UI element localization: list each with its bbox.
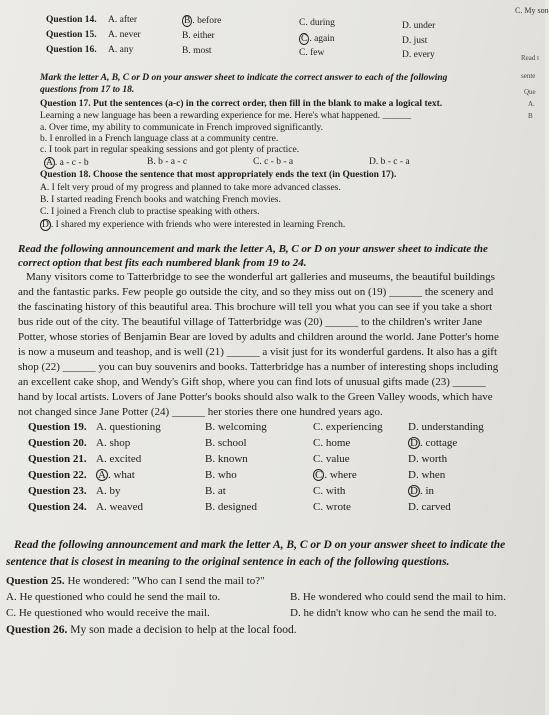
q18-option-a: A. I felt very proud of my progress and planned to take more advanced classes.: [40, 183, 341, 193]
q25-option-a: A. He questioned who could he send the mail to.: [6, 591, 221, 603]
q23-option-c: C. with: [313, 485, 346, 497]
q16-option-d: D. every: [402, 50, 435, 60]
q20-option-c: C. home: [313, 437, 351, 449]
q26-prompt: Question 26. My son made a decision to help at the local food.: [6, 624, 297, 636]
q21-number: Question 21.: [28, 453, 87, 465]
q14-number: Question 14.: [46, 15, 97, 25]
q23-option-b: B. at: [205, 485, 226, 497]
q21-option-a: A. excited: [96, 453, 142, 465]
q23-option-d-text: . in: [419, 485, 435, 497]
q17-prompt: Question 17. Put the sentences (a-c) in the correct order, then fill in the blank to make a logical text.: [40, 99, 443, 109]
q18-option-b: B. I started reading French books and watching French movies.: [40, 195, 281, 205]
q22-option-c: [313, 469, 357, 482]
q25-option-d: D. he didn't know who can he send the mail to.: [290, 607, 497, 619]
answer-circle: C: [315, 469, 323, 481]
q15-option-c-text: . again: [309, 34, 335, 44]
q19-option-c: C. experiencing: [313, 421, 383, 433]
answer-circle: D: [410, 485, 418, 497]
passage-line: shop (22) ______ you can buy souvenirs and books. Tatterbridge has a number of interesting shops including: [18, 361, 499, 373]
q15-option-c: [299, 33, 335, 45]
q14-option-c: C. during: [299, 18, 335, 28]
q24-option-c: C. wrote: [313, 501, 351, 513]
q17-sentence-b: b. I enrolled in a French language class at a community centre.: [40, 134, 279, 144]
passage-line: an excellent cake shop, and Wendy's Gift shop, where you can find lots of unusual gifts made (23) ______: [18, 376, 486, 388]
q24-number: Question 24.: [28, 501, 87, 513]
q22-option-c-text: . where: [324, 469, 357, 481]
passage-line: the fascinating history of this beautiful area. This brochure will tell you what you can see if you take a short: [18, 301, 493, 313]
q18-option-c: C. I joined a French club to practise speaking with others.: [40, 207, 260, 217]
q22-option-a: [96, 469, 135, 482]
q20-option-b: B. school: [205, 437, 247, 449]
q16-number: Question 16.: [46, 45, 97, 55]
q15-option-b: B. either: [182, 31, 215, 41]
q15-option-d: D. just: [402, 36, 428, 46]
q19-number: Question 19.: [28, 421, 87, 433]
section1-instruction-2: questions from 17 to 18.: [40, 85, 135, 95]
answer-circle: D: [410, 437, 418, 449]
q24-option-d: D. carved: [408, 501, 451, 513]
q16-option-b: B. most: [182, 46, 212, 56]
passage-line: and the fantastic parks. Few people go outside the city, and so they miss out on (19) ______ the scenery and: [18, 286, 494, 298]
q19-option-b: B. welcoming: [205, 421, 267, 433]
q18-option-d: [40, 219, 345, 231]
q20-number: Question 20.: [28, 437, 87, 449]
q23-number: Question 23.: [28, 485, 87, 497]
q22-number: Question 22.: [28, 469, 87, 481]
q22-option-a-text: . what: [107, 469, 135, 481]
q25-option-c: C. He questioned who would receive the mail.: [6, 607, 210, 619]
passage-line: Potter, whose stories of Benjamin Bear are loved by adults and children around the world. Jane Potter's home: [18, 331, 499, 343]
passage-line: bus ride out of the city. The beautiful village of Tatterbridge was (20) ______ to the children's writer Jane: [18, 316, 483, 328]
passage-line: hand by local artists. Lovers of Jane Potter's books should also walk to the Green Valley woods, which have: [18, 391, 493, 403]
q17-option-a: [44, 157, 89, 169]
section3-instruction-2: sentence that is closest in meaning to the original sentence in each of the following questions.: [6, 556, 450, 568]
q23-option-a: A. by: [96, 485, 121, 497]
margin-fragment: sente: [521, 72, 536, 80]
q16-option-c: C. few: [299, 48, 325, 58]
q25-option-b: B. He wondered who could send the mail to him.: [290, 591, 506, 603]
section2-instruction-2: correct option that best fits each numbered blank from 19 to 24.: [18, 257, 307, 269]
section2-instruction-1: Read the following announcement and mark the letter A, B, C or D on your answer sheet to indicate the: [18, 243, 488, 255]
q14-option-d: D. under: [402, 21, 436, 31]
margin-fragment: A.: [528, 100, 535, 108]
q20-option-a: A. shop: [96, 437, 131, 449]
passage-line: Many visitors come to Tatterbridge to see the wonderful art galleries and museums, the beautiful buildings: [26, 271, 495, 283]
margin-fragment: C. My son: [515, 6, 549, 15]
section3-instruction-1: Read the following announcement and mark the letter A, B, C or D on your answer sheet to indicate the: [14, 539, 506, 551]
q23-option-d: [408, 485, 434, 498]
q14-option-a: A. after: [108, 15, 138, 25]
margin-fragment: Que: [524, 88, 536, 96]
q17-sentence-a: a. Over time, my ability to communicate in French improved significantly.: [40, 123, 323, 133]
answer-circle: D: [42, 220, 49, 230]
q21-option-d: D. worth: [408, 453, 448, 465]
q20-option-d: [408, 437, 457, 450]
q21-option-b: B. known: [205, 453, 248, 465]
q14-option-b-text: . before: [192, 16, 222, 26]
q24-option-b: B. designed: [205, 501, 257, 513]
q20-option-d-text: . cottage: [419, 437, 458, 449]
margin-fragment: Read t: [521, 54, 540, 62]
margin-fragment: B: [528, 112, 533, 120]
passage-line: not changed since Jane Potter (24) ______ her stories there one hundred years ago.: [18, 406, 383, 418]
q17-option-d: D. b - c - a: [369, 157, 410, 167]
q18-option-d-text: . I shared my experience with friends who were interested in learning French.: [50, 220, 346, 230]
q16-option-a: A. any: [108, 45, 134, 55]
q17-sentence-c: c. I took part in regular speaking sessions and got plenty of practice.: [40, 145, 300, 155]
q19-option-a: A. questioning: [96, 421, 161, 433]
q18-prompt: Question 18. Choose the sentence that most appropriately ends the text (in Question 17).: [40, 170, 397, 180]
q22-option-b: B. who: [205, 469, 237, 481]
q17-option-b: B. b - a - c: [147, 157, 188, 167]
q24-option-a: A. weaved: [96, 501, 144, 513]
q14-option-b: [182, 15, 221, 27]
q17-option-a-text: . a - c - b: [54, 158, 89, 168]
q15-option-a: A. never: [108, 30, 141, 40]
q15-number: Question 15.: [46, 30, 97, 40]
q25-prompt: Question 25. He wondered: "Who can I send the mail to?": [6, 575, 265, 587]
answer-circle: C: [301, 34, 308, 44]
q26-prompt-rest: My son made a decision to help at the local food.: [67, 624, 297, 636]
answer-circle: A: [98, 469, 106, 481]
q17-option-c: C. c - b - a: [253, 157, 294, 167]
section1-instruction-1: Mark the letter A, B, C or D on your answer sheet to indicate the correct answer to each of the following: [40, 73, 448, 83]
q22-option-d: D. when: [408, 469, 446, 481]
q25-prompt-rest: He wondered: "Who can I send the mail to?": [64, 575, 265, 587]
q19-option-d: D. understanding: [408, 421, 484, 433]
q21-option-c: C. value: [313, 453, 350, 465]
passage-line: is now a museum and teashop, and is well (21) ______ a visit just for its wonderful gardens. It also has a gift: [18, 346, 498, 358]
q17-text: Learning a new language has been a rewarding experience for me. Here's what happened. ______: [40, 111, 411, 121]
answer-circle: A: [46, 158, 53, 168]
answer-circle: B: [184, 16, 191, 26]
